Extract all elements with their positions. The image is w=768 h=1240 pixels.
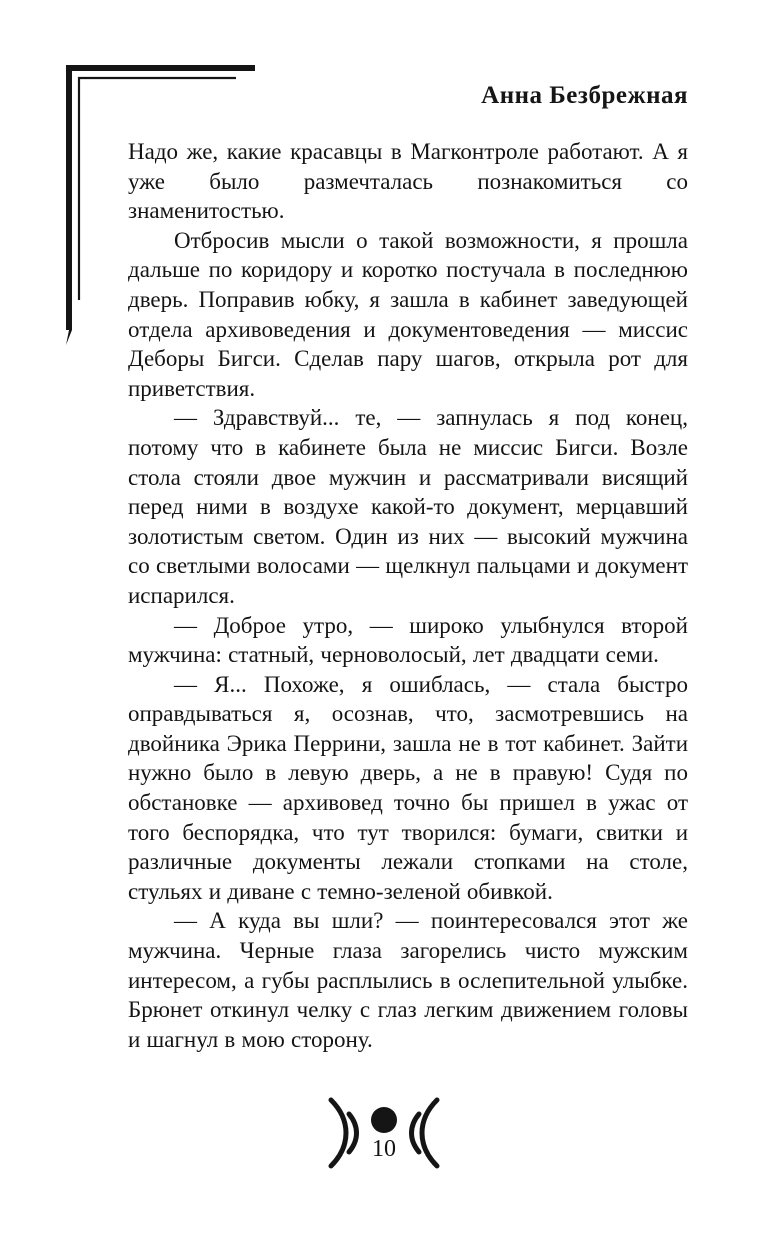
paragraph: — А куда вы шли? — поинтересовался этот же мужчина. Черные глаза загорелись чисто мужским интересом, а губы расплылись в ослепительной улыбке. Брюнет откинул челку с глаз легким движением головы и шагнул в мою сторону. (128, 908, 688, 1052)
waxing-crescent-moon-icon (321, 1096, 363, 1170)
full-moon-icon (369, 1105, 399, 1135)
body-text (128, 137, 688, 1054)
paragraph: — Я... Похоже, я ошиблась, — стала быстро оправдываться я, осознав, что, засмотревшись на двойника Эрика Перрини, зашла не в тот кабинет. Зайти нужно было в левую дверь, а не в правую! Судя по обстановке — архивовед точно бы пришел в ужас от того беспорядка, что тут творился: бумаги, свитки и различные документы лежали стопками на столе, стульях и диване с темно-зеленой обивкой. (128, 671, 688, 904)
paragraph: Надо же, какие красавцы в Магконтроле работают. А я уже было размечталась познакомиться со знаменитостью. (128, 139, 688, 224)
paragraph: — Доброе утро, — широко улыбнулся второй мужчина: статный, черноволосый, лет двадцати семи. (128, 612, 688, 668)
paragraph: Отбросив мысли о такой возможности, я прошла дальше по коридору и коротко постучала в последнюю дверь. Поправив юбку, я зашла в кабинет заведующей отдела архивоведения и документоведения — миссис Деборы Бигси. Сделав пару шагов, открыла рот для приветствия. (128, 227, 688, 401)
page-number: 10 (372, 1135, 396, 1162)
paragraph: — Здравствуй... те, — запнулась я под конец, потому что в кабинете была не миссис Бигси. Возле стола стояли двое мужчин и рассматривали висящий перед ними в воздухе какой-то документ, мерцавший золотистым светом. Один из них — высокий мужчина со светлыми волосами — щелкнул пальцами и документ испарился. (128, 405, 688, 608)
running-head-author: Анна Безбрежная (481, 82, 688, 109)
waning-crescent-moon-icon (405, 1096, 447, 1170)
page-footer (0, 1096, 768, 1170)
footer-center (369, 1105, 399, 1162)
